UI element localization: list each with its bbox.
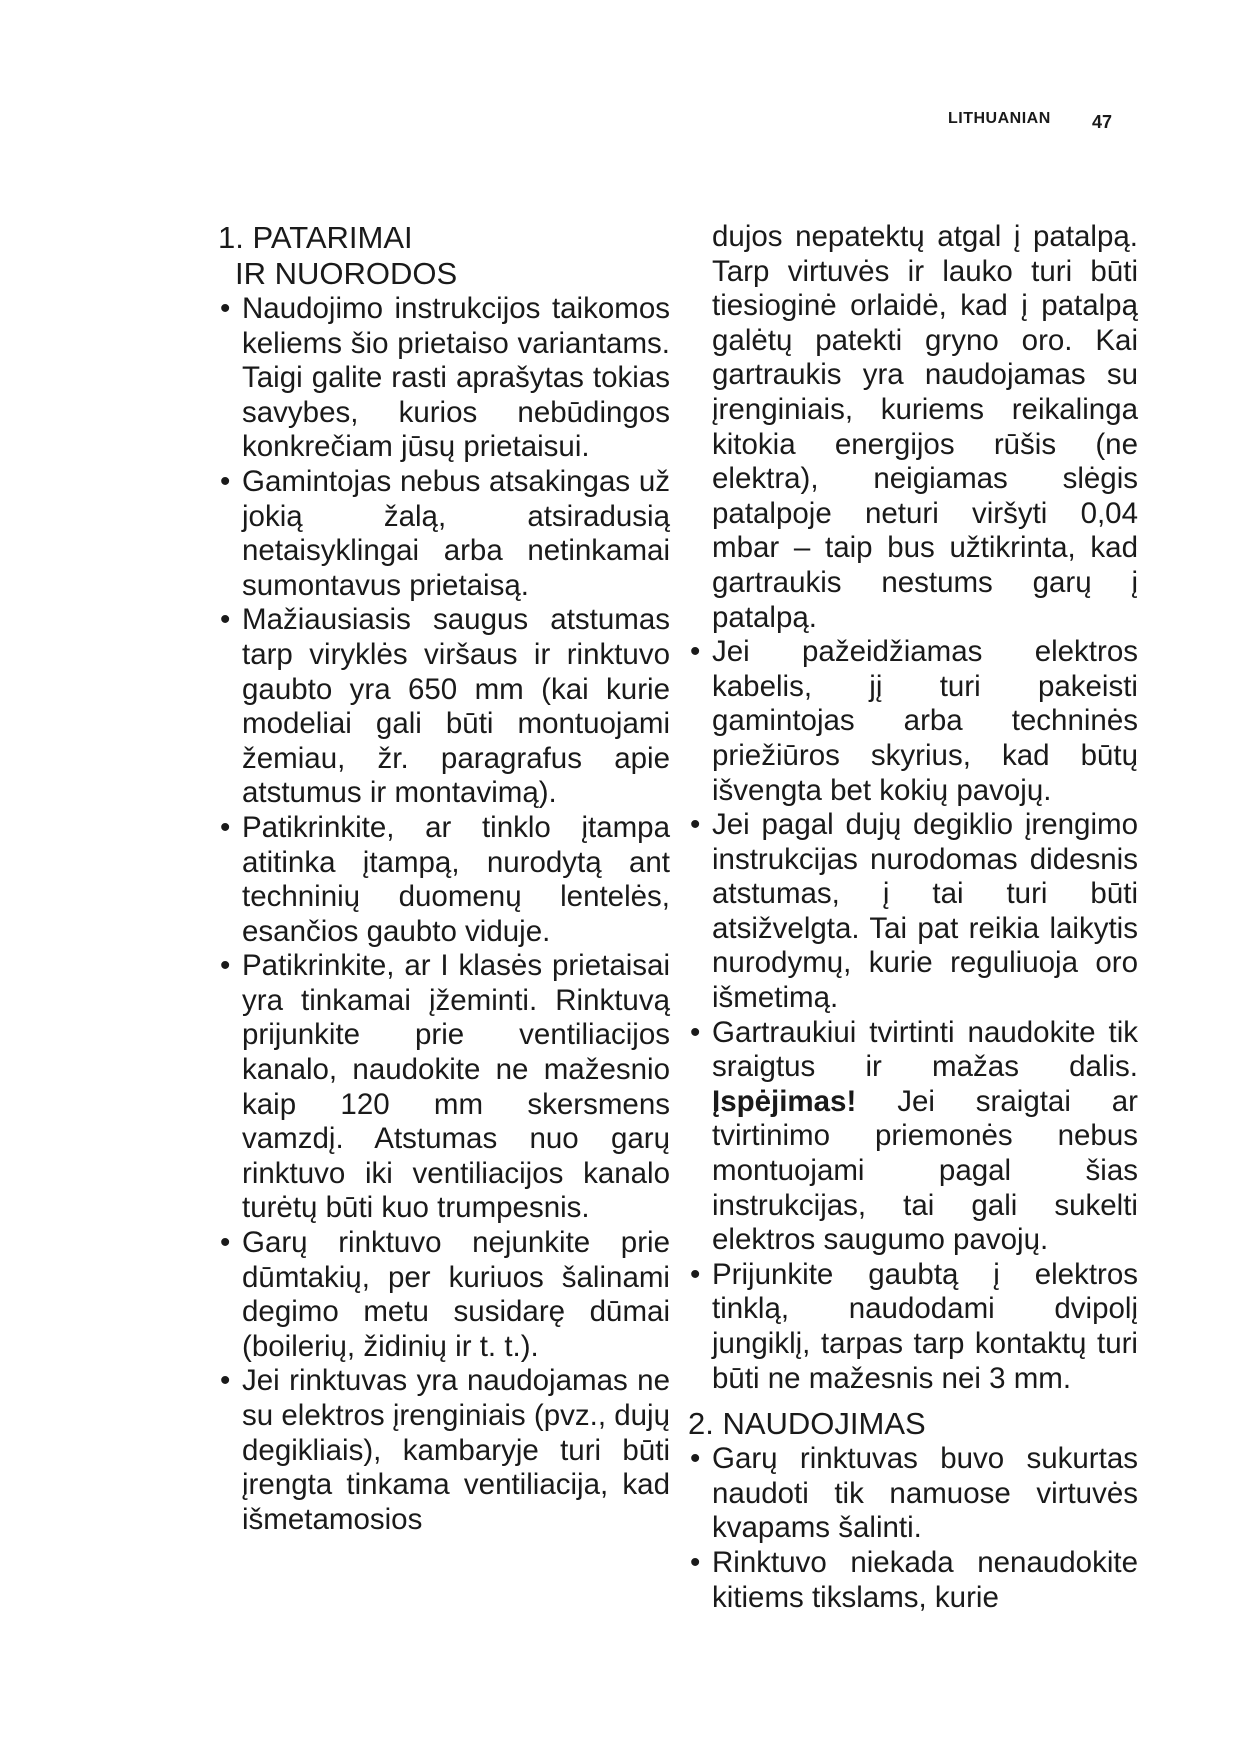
list-item: • Rinktuvo niekada nenaudokite kitiems tikslams, kurie xyxy=(688,1546,1138,1615)
right-column xyxy=(688,220,1138,1615)
list-item: • Gamintojas nebus atsakingas už jokią žalą, atsiradusią netaisyklingai arba netinkamai sumontavus prietaisą. xyxy=(218,465,670,603)
warning-label: Įspėjimas! xyxy=(712,1084,857,1118)
section-1-list-continued xyxy=(688,635,1138,1396)
list-item: • Patikrinkite, ar I klasės prietaisai yra tinkamai įžeminti. Rinktuvą prijunkite prie ventiliacijos kanalo, naudokite ne mažesnio kaip 120 mm skersmens vamzdį. Atstumas nuo garų rinktuvo iki ventiliacijos kanalo turėtų būti kuo trumpesnis. xyxy=(218,949,670,1226)
list-item: • Patikrinkite, ar tinklo įtampa atitinka įtampą, nurodytą ant techninių duomenų lentelės, esančios gaubto viduje. xyxy=(218,811,670,949)
page-number: 47 xyxy=(1092,112,1113,132)
header-language: LITHUANIAN xyxy=(948,110,1051,127)
list-item: • Jei pažeidžiamas elektros kabelis, jį turi pakeisti gamintojas arba techninės priežiūros skyrius, kad būtų išvengta bet kokių pavojų. xyxy=(688,635,1138,808)
screw-text: Gartraukiui tvirtinti naudokite tik sraigtus ir mažas dalis. xyxy=(712,1015,1138,1084)
list-item: • Prijunkite gaubtą į elektros tinklą, naudodami dvipolį jungiklį, tarpas tarp kontaktų turi būti ne mažesnis nei 3 mm. xyxy=(688,1258,1138,1396)
list-item-screws xyxy=(688,1016,1138,1258)
list-item: • Jei rinktuvas yra naudojamas ne su elektros įrenginiais (pvz., dujų degikliais), kambaryje turi būti įrengta tinkama ventiliacija, kad išmetamosios xyxy=(218,1364,670,1537)
list-item: • Garų rinktuvo nejunkite prie dūmtakių, per kuriuos šalinami degimo metu susidarę dūmai (boilerių, židinių ir t. t.). xyxy=(218,1226,670,1364)
list-item: • Jei pagal dujų degiklio įrengimo instrukcijas nurodomas didesnis atstumas, į tai turi būti atsižvelgta. Tai pat reikia laikytis nurodymų, kurie reguliuoja oro išmetimą. xyxy=(688,808,1138,1016)
left-column xyxy=(218,220,670,1537)
list-item: • Garų rinktuvas buvo sukurtas naudoti tik namuose virtuvės kvapams šalinti. xyxy=(688,1442,1138,1546)
list-item: • Naudojimo instrukcijos taikomos keliems šio prietaiso variantams. Taigi galite rasti aprašytas tokias savybes, kurios nebūdingos konkrečiam jūsų prietaisui. xyxy=(218,292,670,465)
section-2-list xyxy=(688,1442,1138,1615)
section-2-heading: 2. NAUDOJIMAS xyxy=(688,1406,926,1442)
section-1-heading xyxy=(218,220,670,292)
list-item-continuation: dujos nepatektų atgal į patalpą. Tarp virtuvės ir lauko turi būti tiesioginė orlaidė, kad į patalpą galėtų patekti gryno oro. Kai gartraukis yra naudojamas su įrenginiais, kuriems reikalinga kitokia energijos rūšis (ne elektra), neigiamas slėgis patalpoje neturi viršyti 0,04 mbar – taip bus užtikrinta, kad gartraukis nestums garų į patalpą. xyxy=(712,220,1138,634)
list-item: • Mažiausiasis saugus atstumas tarp viryklės viršaus ir rinktuvo gaubto yra 650 mm (kai kurie modeliai gali būti montuojami žemiau, žr. paragrafus apie atstumus ir montavimą). xyxy=(218,603,670,811)
section-1-list xyxy=(218,292,670,1537)
warning-text: Jei sraigtai ar tvirtinimo priemonės nebus montuojami pagal šias instrukcijas, tai gali sukelti elektros saugumo pavojų. xyxy=(712,1084,1138,1257)
section-1-title-line2: IR NUORODOS xyxy=(235,256,458,291)
section-1-number: 1. PATARIMAI xyxy=(218,220,413,255)
